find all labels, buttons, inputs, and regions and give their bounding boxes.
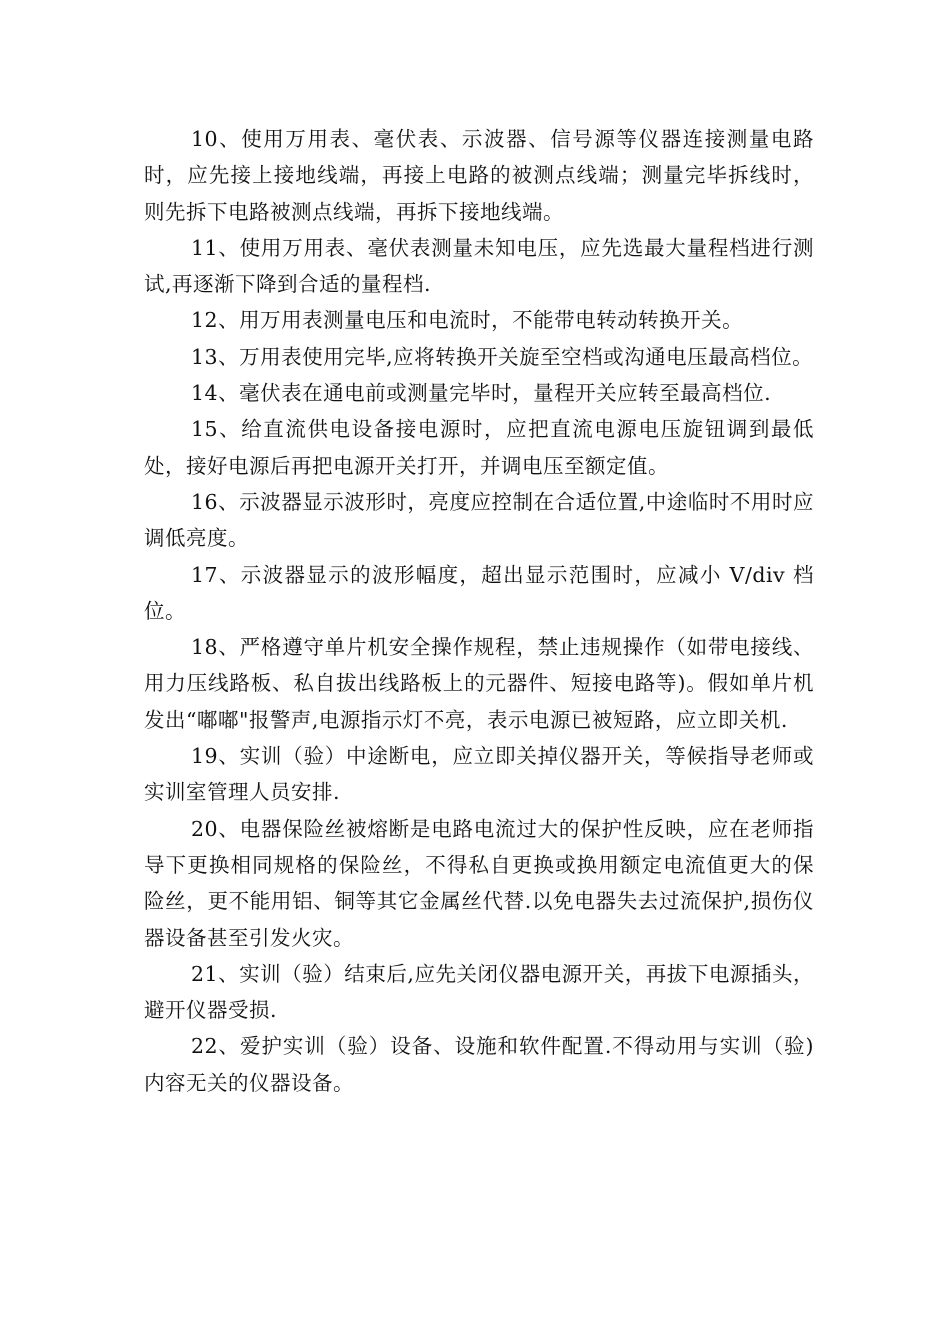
rule-22-paragraph: 22、爱护实训（验）设备、设施和软件配置.不得动用与实训（验)内容无关的仪器设备。: [144, 1034, 814, 1095]
rule-15-paragraph: 15、给直流供电设备接电源时，应把直流电源电压旋钮调到最低处，接好电源后再把电源开关打开，并调电压至额定值。: [144, 417, 814, 478]
rule-10-paragraph: 10、使用万用表、毫伏表、示波器、信号源等仪器连接测量电路时，应先接上接地线端，再接上电路的被测点线端；测量完毕拆线时，则先拆下电路被测点线端，再拆下接地线端。: [144, 127, 814, 224]
rule-16-paragraph: 16、示波器显示波形时，亮度应控制在合适位置,中途临时不用时应调低亮度。: [144, 489, 814, 551]
rule-13-paragraph: 13、万用表使用完毕,应将转换开关旋至空档或沟通电压最高档位。: [191, 344, 814, 369]
rule-20-paragraph: 20、电器保险丝被熔断是电路电流过大的保护性反映，应在老师指导下更换相同规格的保险丝，不得私自更换或换用额定电流值更大的保险丝，更不能用铝、铜等其它金属丝代替.以免电器失去过流保护,损伤仪器设备甚至引发火灾。: [144, 816, 814, 950]
rule-18-paragraph: 18、严格遵守单片机安全操作规程，禁止违规操作（如带电接线、用力压线路板、私自拔出线路板上的元器件、短接电路等)。假如单片机发出“嘟嘟"报警声,电源指示灯不亮，表示电源已被短路，应立即关机.: [144, 635, 814, 732]
rule-11-paragraph: 11、使用万用表、毫伏表测量未知电压，应先选最大量程档进行测试,再逐渐下降到合适的量程档.: [144, 235, 814, 297]
rule-12-paragraph: 12、用万用表测量电压和电流时，不能带电转动转换开关。: [191, 308, 744, 333]
rule-14-paragraph: 14、毫伏表在通电前或测量完毕时，量程开关应转至最高档位.: [191, 381, 772, 406]
rule-17-paragraph: 17、示波器显示的波形幅度，超出显示范围时，应减小 V/div 档位。: [144, 562, 814, 623]
rule-21-paragraph: 21、实训（验）结束后,应先关闭仪器电源开关，再拔下电源插头，避开仪器受损.: [144, 961, 814, 1023]
rule-19-paragraph: 19、实训（验）中途断电，应立即关掉仪器开关，等候指导老师或实训室管理人员安排.: [144, 744, 814, 805]
document-body: [144, 121, 814, 1101]
